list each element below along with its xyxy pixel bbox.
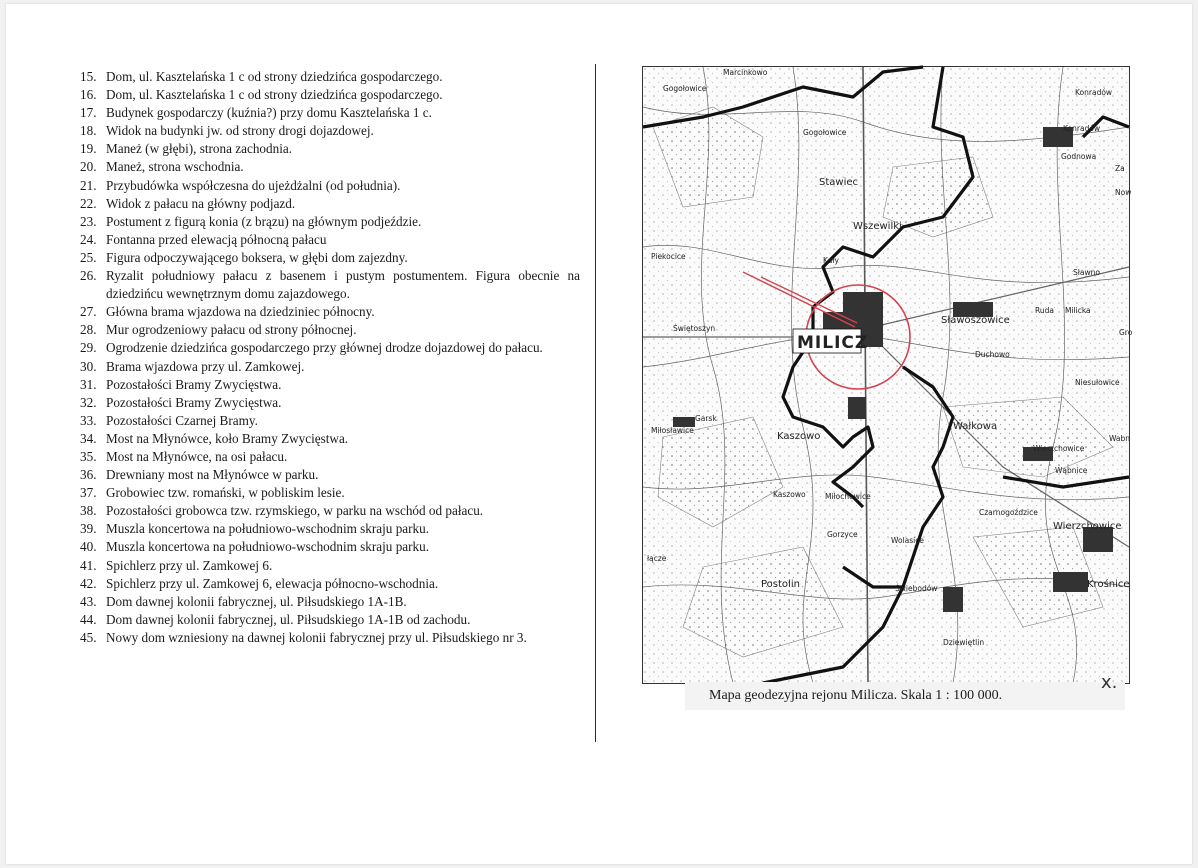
place-label: Świebodów (895, 584, 938, 593)
list-item (80, 321, 580, 339)
item-text: Muszla koncertowa na południowo-wschodnim skraju parku. (106, 539, 430, 555)
list-item (80, 339, 580, 357)
item-text: Dom dawnej kolonii fabrycznej, ul. Piłsudskiego 1A-1B od zachodu. (106, 611, 471, 627)
place-label: Now (1115, 188, 1132, 197)
item-number: 25. (80, 249, 97, 265)
place-label: Garsk (695, 414, 717, 423)
list-item (80, 593, 580, 611)
place-label: Duchowo (975, 350, 1010, 359)
item-text: Maneż (w głębi), strona zachodnia. (106, 141, 293, 157)
place-label: Wszewilki (853, 221, 902, 232)
place-label: Marcinkowo (723, 68, 768, 77)
item-text: Budynek gospodarczy (kuźnia?) przy domu Kasztelańska 1 c. (106, 105, 432, 121)
item-number: 44. (80, 611, 97, 627)
item-text: Dom, ul. Kasztelańska 1 c od strony dziedzińca gospodarczego. (106, 87, 443, 103)
document-page (6, 4, 1192, 864)
item-text: Most na Młynówce, na osi pałacu. (106, 448, 288, 464)
item-text: Figura odpoczywającego boksera, w głębi dom zajezdny. (106, 249, 408, 265)
place-label: Wąbnice (1055, 466, 1088, 475)
item-number: 33. (80, 412, 97, 428)
list-item (80, 231, 580, 249)
item-text: Maneż, strona wschodnia. (106, 159, 244, 175)
item-text: Spichlerz przy ul. Zamkowej 6, elewacja północno-wschodnia. (106, 575, 439, 591)
item-text: Pozostałości Bramy Zwycięstwa. (106, 376, 282, 392)
item-text: Przybudówka współczesna do ujeżdżalni (od południa). (106, 177, 401, 193)
list-item (80, 104, 580, 122)
list-item (80, 520, 580, 538)
place-label: Za (1115, 164, 1125, 173)
item-text: Brama wjazdowa przy ul. Zamkowej. (106, 358, 305, 374)
list-item (80, 177, 580, 195)
map-svg (643, 67, 1133, 683)
list-item (80, 195, 580, 213)
item-text: Mur ogrodzeniowy pałacu od strony północnej. (106, 322, 357, 338)
place-label: Wierzchowice (1053, 521, 1122, 532)
item-number: 18. (80, 123, 97, 139)
item-number: 40. (80, 539, 97, 555)
geodetic-map (642, 66, 1133, 684)
item-text: Dom dawnej kolonii fabrycznej, ul. Piłsudskiego 1A-1B. (106, 593, 407, 609)
item-number: 30. (80, 358, 97, 374)
place-label: Kaszowo (777, 431, 821, 442)
list-item (80, 466, 580, 484)
place-label: Stawiec (819, 177, 859, 188)
place-label: Świętoszyn (673, 324, 716, 333)
list-item (80, 448, 580, 466)
item-number: 41. (80, 557, 97, 573)
item-number: 20. (80, 159, 97, 175)
item-text: Dom, ul. Kasztelańska 1 c od strony dziedzińca gospodarczego. (106, 69, 443, 84)
item-text: Grobowiec tzw. romański, w pobliskim lesie. (106, 485, 345, 501)
place-label: Ruda (1035, 306, 1054, 315)
item-number: 21. (80, 177, 97, 193)
item-text: Muszla koncertowa na południowo-wschodnim skraju parku. (106, 521, 430, 537)
place-label: Milicka (1065, 306, 1091, 315)
place-label: Konradów (1063, 124, 1101, 133)
item-text: Widok z pałacu na główny podjazd. (106, 195, 296, 211)
item-number: 17. (80, 105, 97, 121)
item-text: Główna brama wjazdowa na dziedziniec północny. (106, 304, 375, 320)
item-number: 28. (80, 322, 97, 338)
item-number: 31. (80, 376, 97, 392)
list-item (80, 140, 580, 158)
column-divider (595, 64, 596, 742)
item-text: Ryzalit południowy pałacu z basenem i pustym postumentem. Figura obecnie na dziedzińcu wewnętrznym domu zajazdowego. (106, 268, 580, 302)
item-text: Ogrodzenie dziedzińca gospodarczego przy głównej drodze dojazdowej do pałacu. (106, 340, 543, 356)
item-text: Pozostałości grobowca tzw. rzymskiego, w parku na wschód od pałacu. (106, 503, 484, 519)
list-item (80, 68, 580, 86)
place-label: Kaszowo (773, 490, 806, 499)
item-text: Most na Młynówce, koło Bramy Zwycięstwa. (106, 430, 349, 446)
place-label: Sławoszowice (941, 315, 1010, 326)
place-label: Gro (1119, 328, 1133, 337)
place-label: Wabn (1109, 434, 1131, 443)
list-item (80, 538, 580, 556)
item-text: Pozostałości Bramy Zwycięstwa. (106, 394, 282, 410)
item-text: Drewniany most na Młynówce w parku. (106, 467, 319, 483)
item-number: 24. (80, 231, 97, 247)
place-label: Kały (823, 256, 839, 265)
list-item (80, 484, 580, 502)
list-item (80, 629, 580, 647)
item-number: 26. (80, 268, 97, 284)
place-label: Wierzchowice (1033, 444, 1085, 453)
signature-mark: x. (1101, 672, 1118, 693)
item-number: 19. (80, 141, 97, 157)
list-item (80, 430, 580, 448)
item-number: 35. (80, 448, 97, 464)
list-item (80, 122, 580, 140)
item-text: Widok na budynki jw. od strony drogi dojazdowej. (106, 123, 374, 139)
list-item (80, 303, 580, 321)
list-item (80, 158, 580, 176)
list-item (80, 358, 580, 376)
place-label: Postolin (761, 579, 800, 590)
list-item (80, 502, 580, 520)
place-label: Wałkowa (953, 421, 998, 432)
list-item (80, 267, 580, 303)
place-label: łącze (647, 554, 667, 563)
milicz-label: MILICZ (797, 333, 869, 353)
list-item (80, 575, 580, 593)
list-item (80, 611, 580, 629)
item-number: 37. (80, 485, 97, 501)
list-item (80, 557, 580, 575)
map-caption: Mapa geodezyjna rejonu Milicza. Skala 1 : 100 000. (685, 682, 1125, 710)
item-text: Pozostałości Czarnej Bramy. (106, 412, 258, 428)
item-number: 38. (80, 503, 97, 519)
item-text: Postument z figurą konia (z brązu) na głównym podjeździe. (106, 213, 422, 229)
item-text: Spichlerz przy ul. Zamkowej 6. (106, 557, 273, 573)
place-label: Czarnogoździce (979, 508, 1038, 517)
item-number: 43. (80, 593, 97, 609)
item-number: 15. (80, 69, 97, 84)
item-number: 29. (80, 340, 97, 356)
list-item (80, 376, 580, 394)
place-label: Gorzyce (827, 530, 858, 539)
place-label: Miłochowice (825, 492, 871, 501)
list-item (80, 213, 580, 231)
item-text: Fontanna przed elewacją północną pałacu (106, 231, 327, 247)
item-number: 34. (80, 430, 97, 446)
item-number: 45. (80, 629, 97, 645)
place-label: Krośnice (1087, 579, 1130, 590)
place-label: Miłosławice (651, 426, 694, 435)
place-label: Gogołowice (663, 84, 707, 93)
item-number: 42. (80, 575, 97, 591)
place-label: Konradów (1075, 88, 1113, 97)
list-item (80, 394, 580, 412)
list-item (80, 249, 580, 267)
item-number: 27. (80, 304, 97, 320)
list-item (80, 412, 580, 430)
item-number: 22. (80, 195, 97, 211)
place-label: Niesułowice (1075, 378, 1120, 387)
place-label: Sławno (1073, 268, 1100, 277)
place-label: Piekocice (651, 252, 686, 261)
item-number: 36. (80, 467, 97, 483)
item-number: 16. (80, 87, 97, 103)
item-number: 23. (80, 213, 97, 229)
item-number: 32. (80, 394, 97, 410)
place-label: Dziewiętlin (943, 638, 985, 647)
place-label: Godnowa (1061, 152, 1097, 161)
photo-list (80, 68, 580, 647)
item-number: 39. (80, 521, 97, 537)
place-label: Gogołowice (803, 128, 847, 137)
list-item (80, 86, 580, 104)
item-text: Nowy dom wzniesiony na dawnej kolonii fabrycznej przy ul. Piłsudskiego nr 3. (106, 629, 527, 645)
place-label: Wolasice (891, 536, 924, 545)
